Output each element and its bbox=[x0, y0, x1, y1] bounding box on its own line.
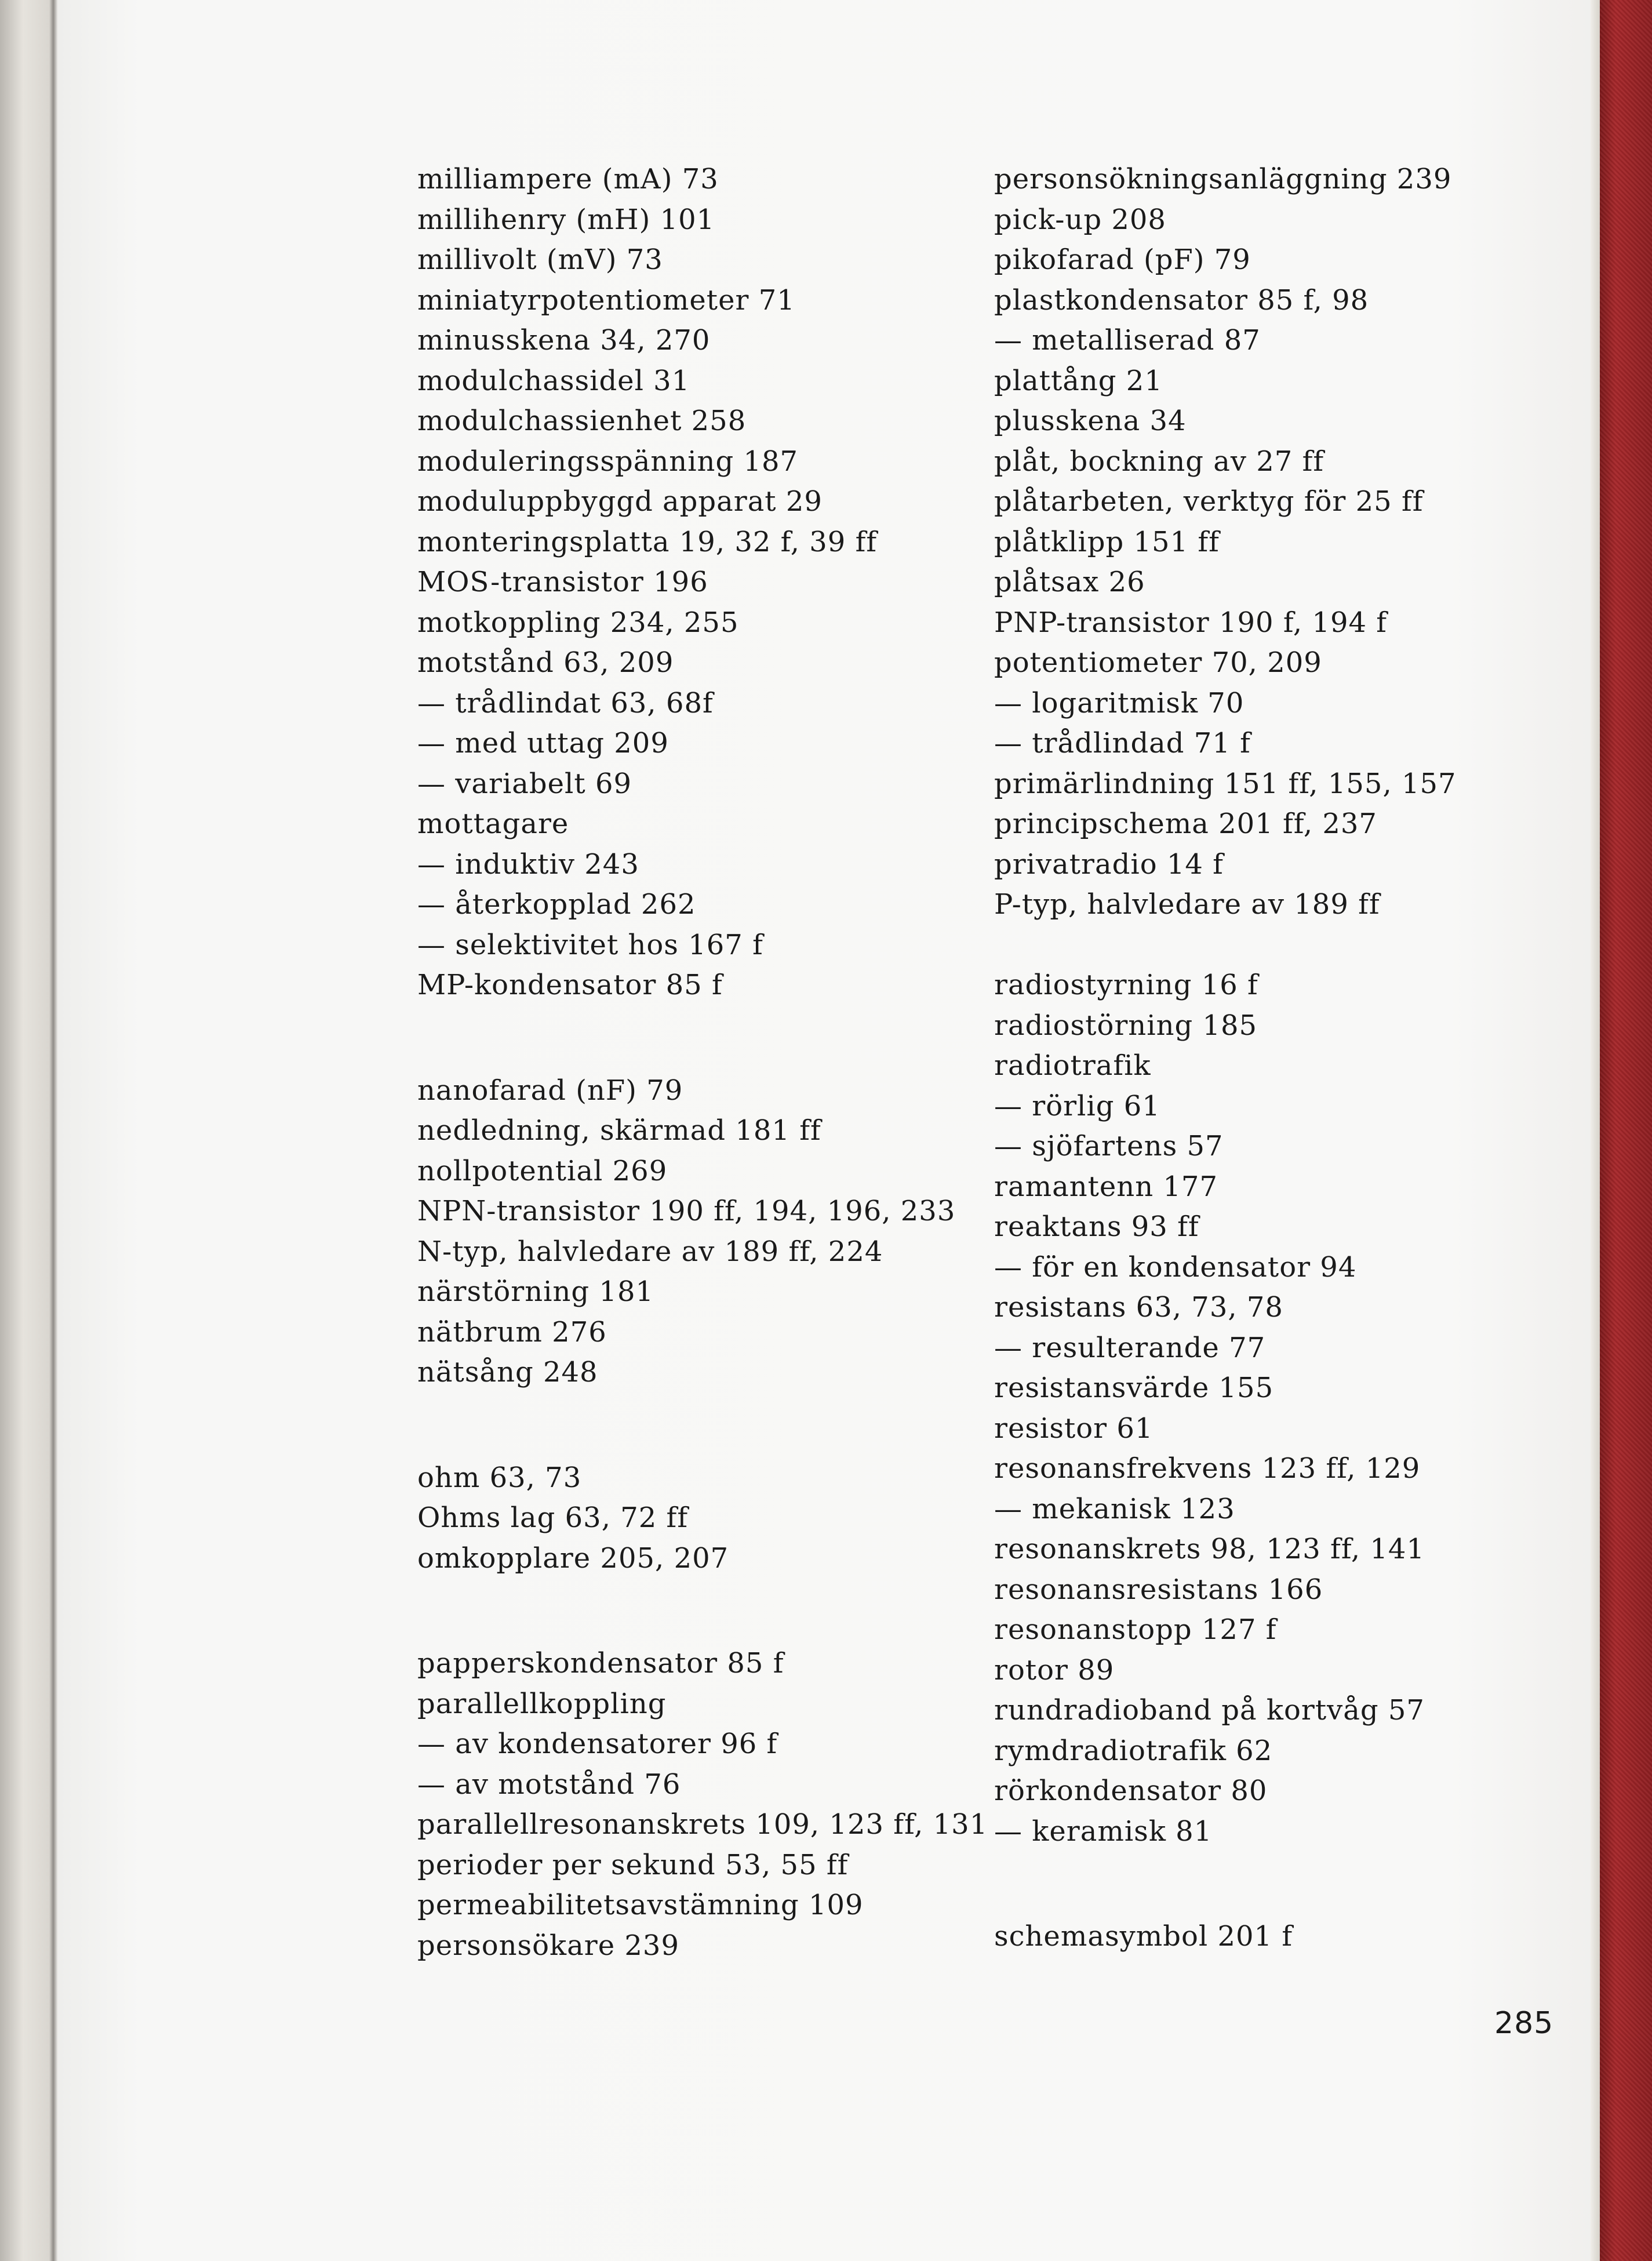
index-entry: resistans 63, 73, 78 bbox=[994, 1291, 1283, 1324]
index-entry: radiostörning 185 bbox=[994, 1009, 1258, 1042]
index-entry: P-typ, halvledare av 189 ff bbox=[994, 888, 1380, 921]
index-entry: resonansfrekvens 123 ff, 129 bbox=[994, 1452, 1421, 1485]
index-entry: resonanstopp 127 f bbox=[994, 1613, 1277, 1646]
index-entry: pikofarad (pF) 79 bbox=[994, 243, 1251, 276]
book-cover bbox=[1600, 0, 1652, 2261]
index-entry: modulchassienhet 258 bbox=[417, 405, 747, 437]
section-gap bbox=[417, 1006, 988, 1071]
index-entry: omkopplare 205, 207 bbox=[417, 1542, 729, 1575]
index-entry: moduleringsspänning 187 bbox=[417, 445, 799, 478]
index-entry: N-typ, halvledare av 189 ff, 224 bbox=[417, 1235, 883, 1268]
index-entry: — metalliserad 87 bbox=[994, 324, 1261, 357]
index-entry: — variabelt 69 bbox=[417, 767, 632, 800]
index-entry: — keramisk 81 bbox=[994, 1815, 1213, 1848]
index-entry: personsökare 239 bbox=[417, 1929, 679, 1962]
index-entry: närstörning 181 bbox=[417, 1275, 654, 1308]
index-entry: — resulterande 77 bbox=[994, 1331, 1266, 1364]
index-entry: MP-kondensator 85 f bbox=[417, 969, 723, 1001]
index-entry: — återkopplad 262 bbox=[417, 888, 696, 921]
index-entry: plåtklipp 151 ff bbox=[994, 525, 1220, 558]
index-entry: minusskena 34, 270 bbox=[417, 324, 711, 357]
index-entry: perioder per sekund 53, 55 ff bbox=[417, 1848, 849, 1881]
index-entry: Ohms lag 63, 72 ff bbox=[417, 1502, 689, 1534]
index-entry: nollpotential 269 bbox=[417, 1154, 668, 1187]
index-entry: plattång 21 bbox=[994, 364, 1163, 397]
index-entry: — mekanisk 123 bbox=[994, 1492, 1235, 1525]
index-entry: radiostyrning 16 f bbox=[994, 969, 1258, 1001]
index-entry: milliampere (mA) 73 bbox=[417, 163, 719, 195]
index-entry: plåt, bockning av 27 ff bbox=[994, 445, 1324, 478]
index-entry: resistansvärde 155 bbox=[994, 1372, 1274, 1404]
index-entry: — rörlig 61 bbox=[994, 1089, 1160, 1122]
index-entry: — trådlindat 63, 68f bbox=[417, 686, 714, 719]
index-entry: — med uttag 209 bbox=[417, 727, 669, 759]
index-column-left bbox=[417, 159, 988, 1966]
index-entry: — logaritmisk 70 bbox=[994, 686, 1245, 719]
index-entry: nedledning, skärmad 181 ff bbox=[417, 1114, 821, 1147]
index-entry: pick-up 208 bbox=[994, 203, 1166, 236]
index-entry: privatradio 14 f bbox=[994, 848, 1224, 881]
index-entry: millihenry (mH) 101 bbox=[417, 203, 715, 236]
index-page bbox=[58, 0, 1596, 2261]
index-entry: resonanskrets 98, 123 ff, 141 bbox=[994, 1533, 1425, 1565]
index-entry: ohm 63, 73 bbox=[417, 1461, 582, 1494]
index-entry: plastkondensator 85 f, 98 bbox=[994, 283, 1369, 317]
index-entry: personsökningsanläggning 239 bbox=[994, 163, 1452, 195]
index-entry: papperskondensator 85 f bbox=[417, 1647, 784, 1680]
section-gap bbox=[417, 1579, 988, 1644]
index-entry: parallellresonanskrets 109, 123 ff, 131 bbox=[417, 1808, 988, 1841]
index-entry: radiotrafik bbox=[994, 1049, 1151, 1082]
index-entry: moduluppbyggd apparat 29 bbox=[417, 485, 823, 518]
index-column-right bbox=[994, 159, 1457, 1957]
cover-page-edge bbox=[1591, 0, 1600, 2261]
index-entry: PNP-transistor 190 f, 194 f bbox=[994, 606, 1388, 639]
index-entry: modulchassidel 31 bbox=[417, 364, 690, 397]
section-gap bbox=[417, 1393, 988, 1458]
index-entry: monteringsplatta 19, 32 f, 39 ff bbox=[417, 525, 878, 558]
index-entry: plusskena 34 bbox=[994, 405, 1187, 437]
index-entry: NPN-transistor 190 ff, 194, 196, 233 bbox=[417, 1195, 956, 1227]
index-entry: potentiometer 70, 209 bbox=[994, 646, 1322, 679]
index-entry: principschema 201 ff, 237 bbox=[994, 808, 1377, 840]
index-entry: — sjöfartens 57 bbox=[994, 1130, 1224, 1162]
index-entry: — induktiv 243 bbox=[417, 848, 639, 881]
index-entry: MOS-transistor 196 bbox=[417, 566, 708, 598]
index-entry: rörkondensator 80 bbox=[994, 1775, 1268, 1807]
index-entry: schemasymbol 201 f bbox=[994, 1920, 1293, 1953]
index-entry: — för en kondensator 94 bbox=[994, 1251, 1357, 1284]
index-entry: permeabilitetsavstämning 109 bbox=[417, 1889, 864, 1921]
index-entry: plåtsax 26 bbox=[994, 566, 1145, 598]
index-entry: primärlindning 151 ff, 155, 157 bbox=[994, 767, 1457, 800]
page-number: 285 bbox=[1494, 2006, 1554, 2041]
section-gap bbox=[994, 1852, 1457, 1917]
index-entry: plåtarbeten, verktyg för 25 ff bbox=[994, 485, 1424, 518]
index-entry: motkoppling 234, 255 bbox=[417, 606, 739, 639]
index-entry: resistor 61 bbox=[994, 1412, 1154, 1445]
index-entry: rundradioband på kortvåg 57 bbox=[994, 1694, 1425, 1726]
index-entry: nanofarad (nF) 79 bbox=[417, 1074, 683, 1107]
index-entry: parallellkoppling bbox=[417, 1687, 667, 1720]
index-entry: — av motstånd 76 bbox=[417, 1768, 681, 1801]
index-entry: — selektivitet hos 167 f bbox=[417, 928, 763, 961]
index-entry: millivolt (mV) 73 bbox=[417, 243, 663, 276]
index-entry: motstånd 63, 209 bbox=[417, 646, 674, 679]
index-entry: resonansresistans 166 bbox=[994, 1573, 1323, 1606]
index-entry: miniatyrpotentiometer 71 bbox=[417, 283, 795, 317]
index-entry: rotor 89 bbox=[994, 1653, 1115, 1686]
index-entry: ramantenn 177 bbox=[994, 1170, 1218, 1203]
section-gap bbox=[994, 925, 1457, 966]
index-entry: — av kondensatorer 96 f bbox=[417, 1728, 778, 1760]
index-entry: rymdradiotrafik 62 bbox=[994, 1734, 1273, 1767]
index-entry: nätsång 248 bbox=[417, 1356, 598, 1388]
index-entry: mottagare bbox=[417, 808, 569, 840]
index-entry: nätbrum 276 bbox=[417, 1315, 607, 1348]
index-entry: — trådlindad 71 f bbox=[994, 727, 1251, 759]
index-entry: reaktans 93 ff bbox=[994, 1211, 1199, 1243]
